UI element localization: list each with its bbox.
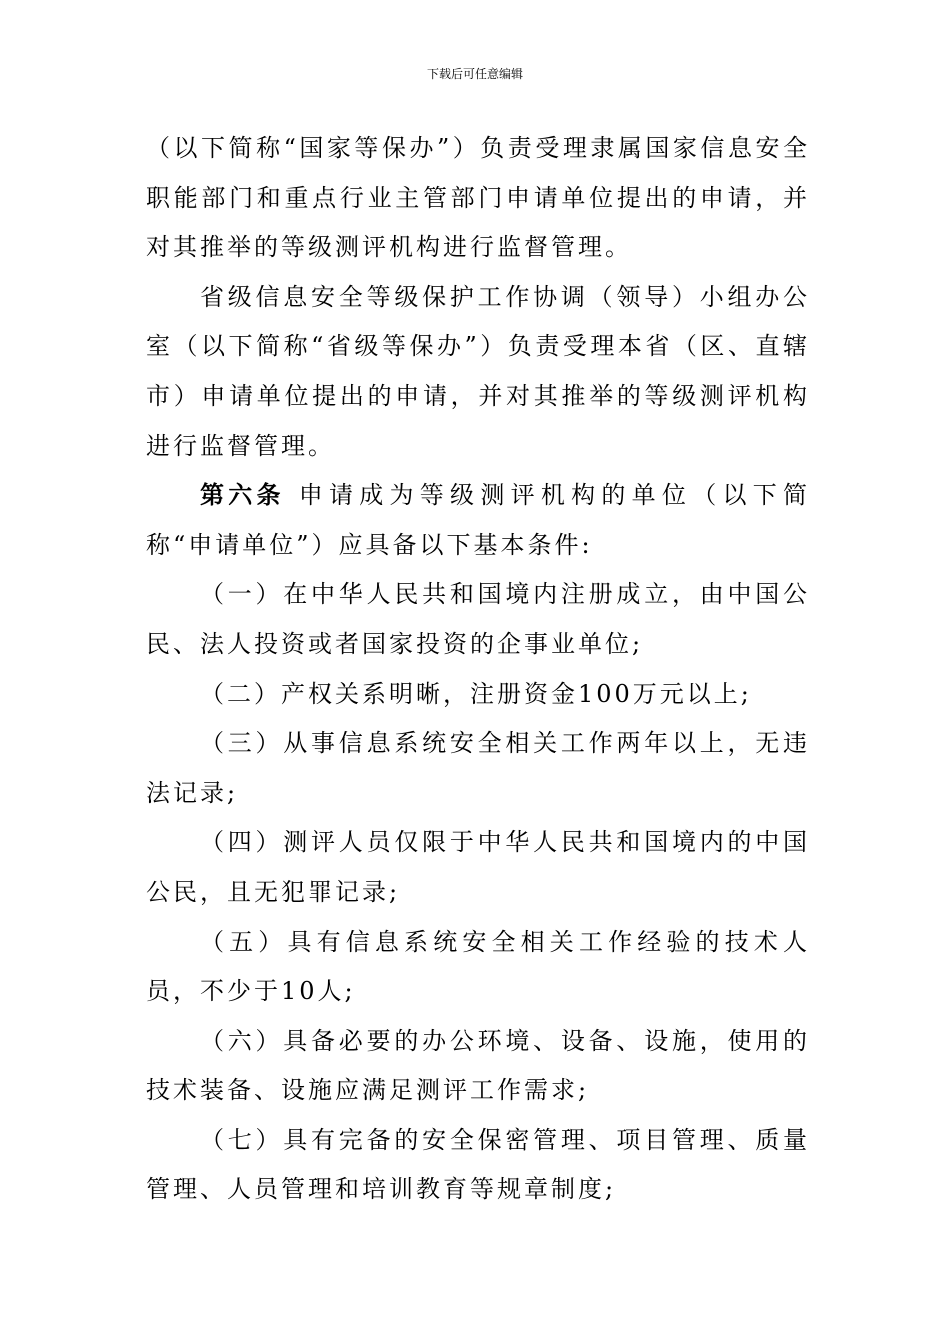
condition-item-6: （六）具备必要的办公环境、设备、设施，使用的技术装备、设施应满足测评工作需求; xyxy=(146,1026,810,1105)
condition-item-3: （三）从事信息系统安全相关工作两年以上，无违法记录; xyxy=(146,729,810,807)
article-6 xyxy=(146,471,810,570)
page-header: 下载后可任意编辑 xyxy=(426,67,523,81)
condition-item-1: （一）在中华人民共和国境内注册成立，由中国公民、法人投资或者国家投资的企事业单位; xyxy=(146,580,810,658)
article-6-body: 申请成为等级测评机构的单位（以下简称“申请单位”）应具备以下基本条件: xyxy=(146,481,810,559)
paragraph-provincial-office: 省级信息安全等级保护工作协调（领导）小组办公室（以下简称“省级等保办”）负责受理本省（区、直辖市）申请单位提出的申请，并对其推举的等级测评机构进行监督管理。 xyxy=(146,282,810,460)
article-6-title: 第六条 xyxy=(200,481,285,510)
condition-item-5: （五）具有信息系统安全相关工作经验的技术人员，不少于10人; xyxy=(146,927,810,1006)
paragraph-national-office: （以下简称“国家等保办”）负责受理隶属国家信息安全职能部门和重点行业主管部门申请单位提出的申请，并对其推举的等级测评机构进行监督管理。 xyxy=(146,134,810,262)
document-body xyxy=(146,124,810,1215)
condition-item-7: （七）具有完备的安全保密管理、项目管理、质量管理、人员管理和培训教育等规章制度; xyxy=(146,1125,810,1204)
condition-item-2: （二）产权关系明晰，注册资金100万元以上; xyxy=(200,679,752,708)
condition-item-4: （四）测评人员仅限于中华人民共和国境内的中国公民，且无犯罪记录; xyxy=(146,828,810,906)
